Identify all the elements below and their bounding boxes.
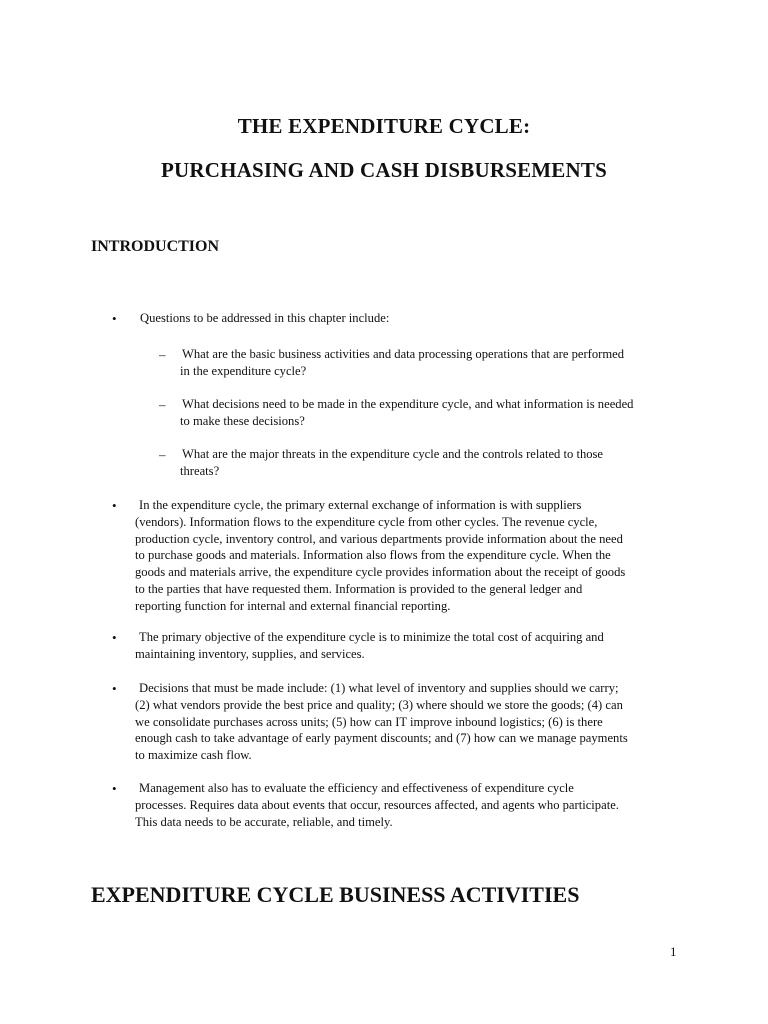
dash-question-1: – — [159, 347, 166, 362]
bullet-paragraph-1: • — [112, 498, 117, 513]
dash-question-3: – — [159, 447, 166, 462]
bullet-paragraph-4: • — [112, 781, 117, 796]
questions-intro: Questions to be addressed in this chapter include: — [140, 311, 390, 325]
document-title: THE EXPENDITURE CYCLE: — [237, 114, 531, 138]
introduction-heading: INTRODUCTION — [91, 238, 220, 255]
bullet-paragraph-3: • — [112, 681, 117, 696]
dash-question-2: – — [159, 397, 166, 412]
paragraph-management: Management also has to evaluate the efficiency and effectiveness of expenditure cycle processes. Requires data about events that occur, resources affected, and agents who participate. This data needs to be accurate, reliable, and timely. — [135, 781, 619, 829]
question-3: What are the major threats in the expenditure cycle and the controls related to those threats? — [180, 447, 604, 478]
document-subtitle: PURCHASING AND CASH DISBURSEMENTS — [161, 158, 607, 182]
bullet-paragraph-2: • — [112, 630, 117, 645]
paragraph-decisions: Decisions that must be made include: (1) what level of inventory and supplies should we carry; (2) what vendors provide the best price and quality; (3) where should we store the goods; (4) can we consolidate purchases across units; (5) how can IT improve inbound logistics; (6) is there enough cash to take advantage of early payment discounts; and (7) how can we manage payments to maximize cash flow. — [135, 681, 628, 763]
business-activities-heading: EXPENDITURE CYCLE BUSINESS ACTIVITIES — [91, 882, 580, 907]
paragraph-primary-objective: The primary objective of the expenditure cycle is to minimize the total cost of acquiring and maintaining inventory, supplies, and services. — [135, 630, 604, 661]
question-1: What are the basic business activities and data processing operations that are performed in the expenditure cycle? — [180, 347, 625, 378]
page-number: 1 — [670, 944, 677, 959]
bullet-questions: • — [112, 311, 117, 326]
question-2: What decisions need to be made in the expenditure cycle, and what information is needed to make these decisions? — [180, 397, 634, 428]
paragraph-information-flows: In the expenditure cycle, the primary external exchange of information is with suppliers (vendors). Information flows to the expenditure cycle from other cycles. The revenue cycle, production cycle, inventory control, and various departments provide information about the need to purchase goods and materials. Information also flows from the expenditure cycle. When the goods and materials arrive, the expenditure cycle provides information about the receipt of goods to the parties that have requested them. Information is provided to the general ledger and reporting function for internal and external financial reporting. — [135, 498, 626, 613]
